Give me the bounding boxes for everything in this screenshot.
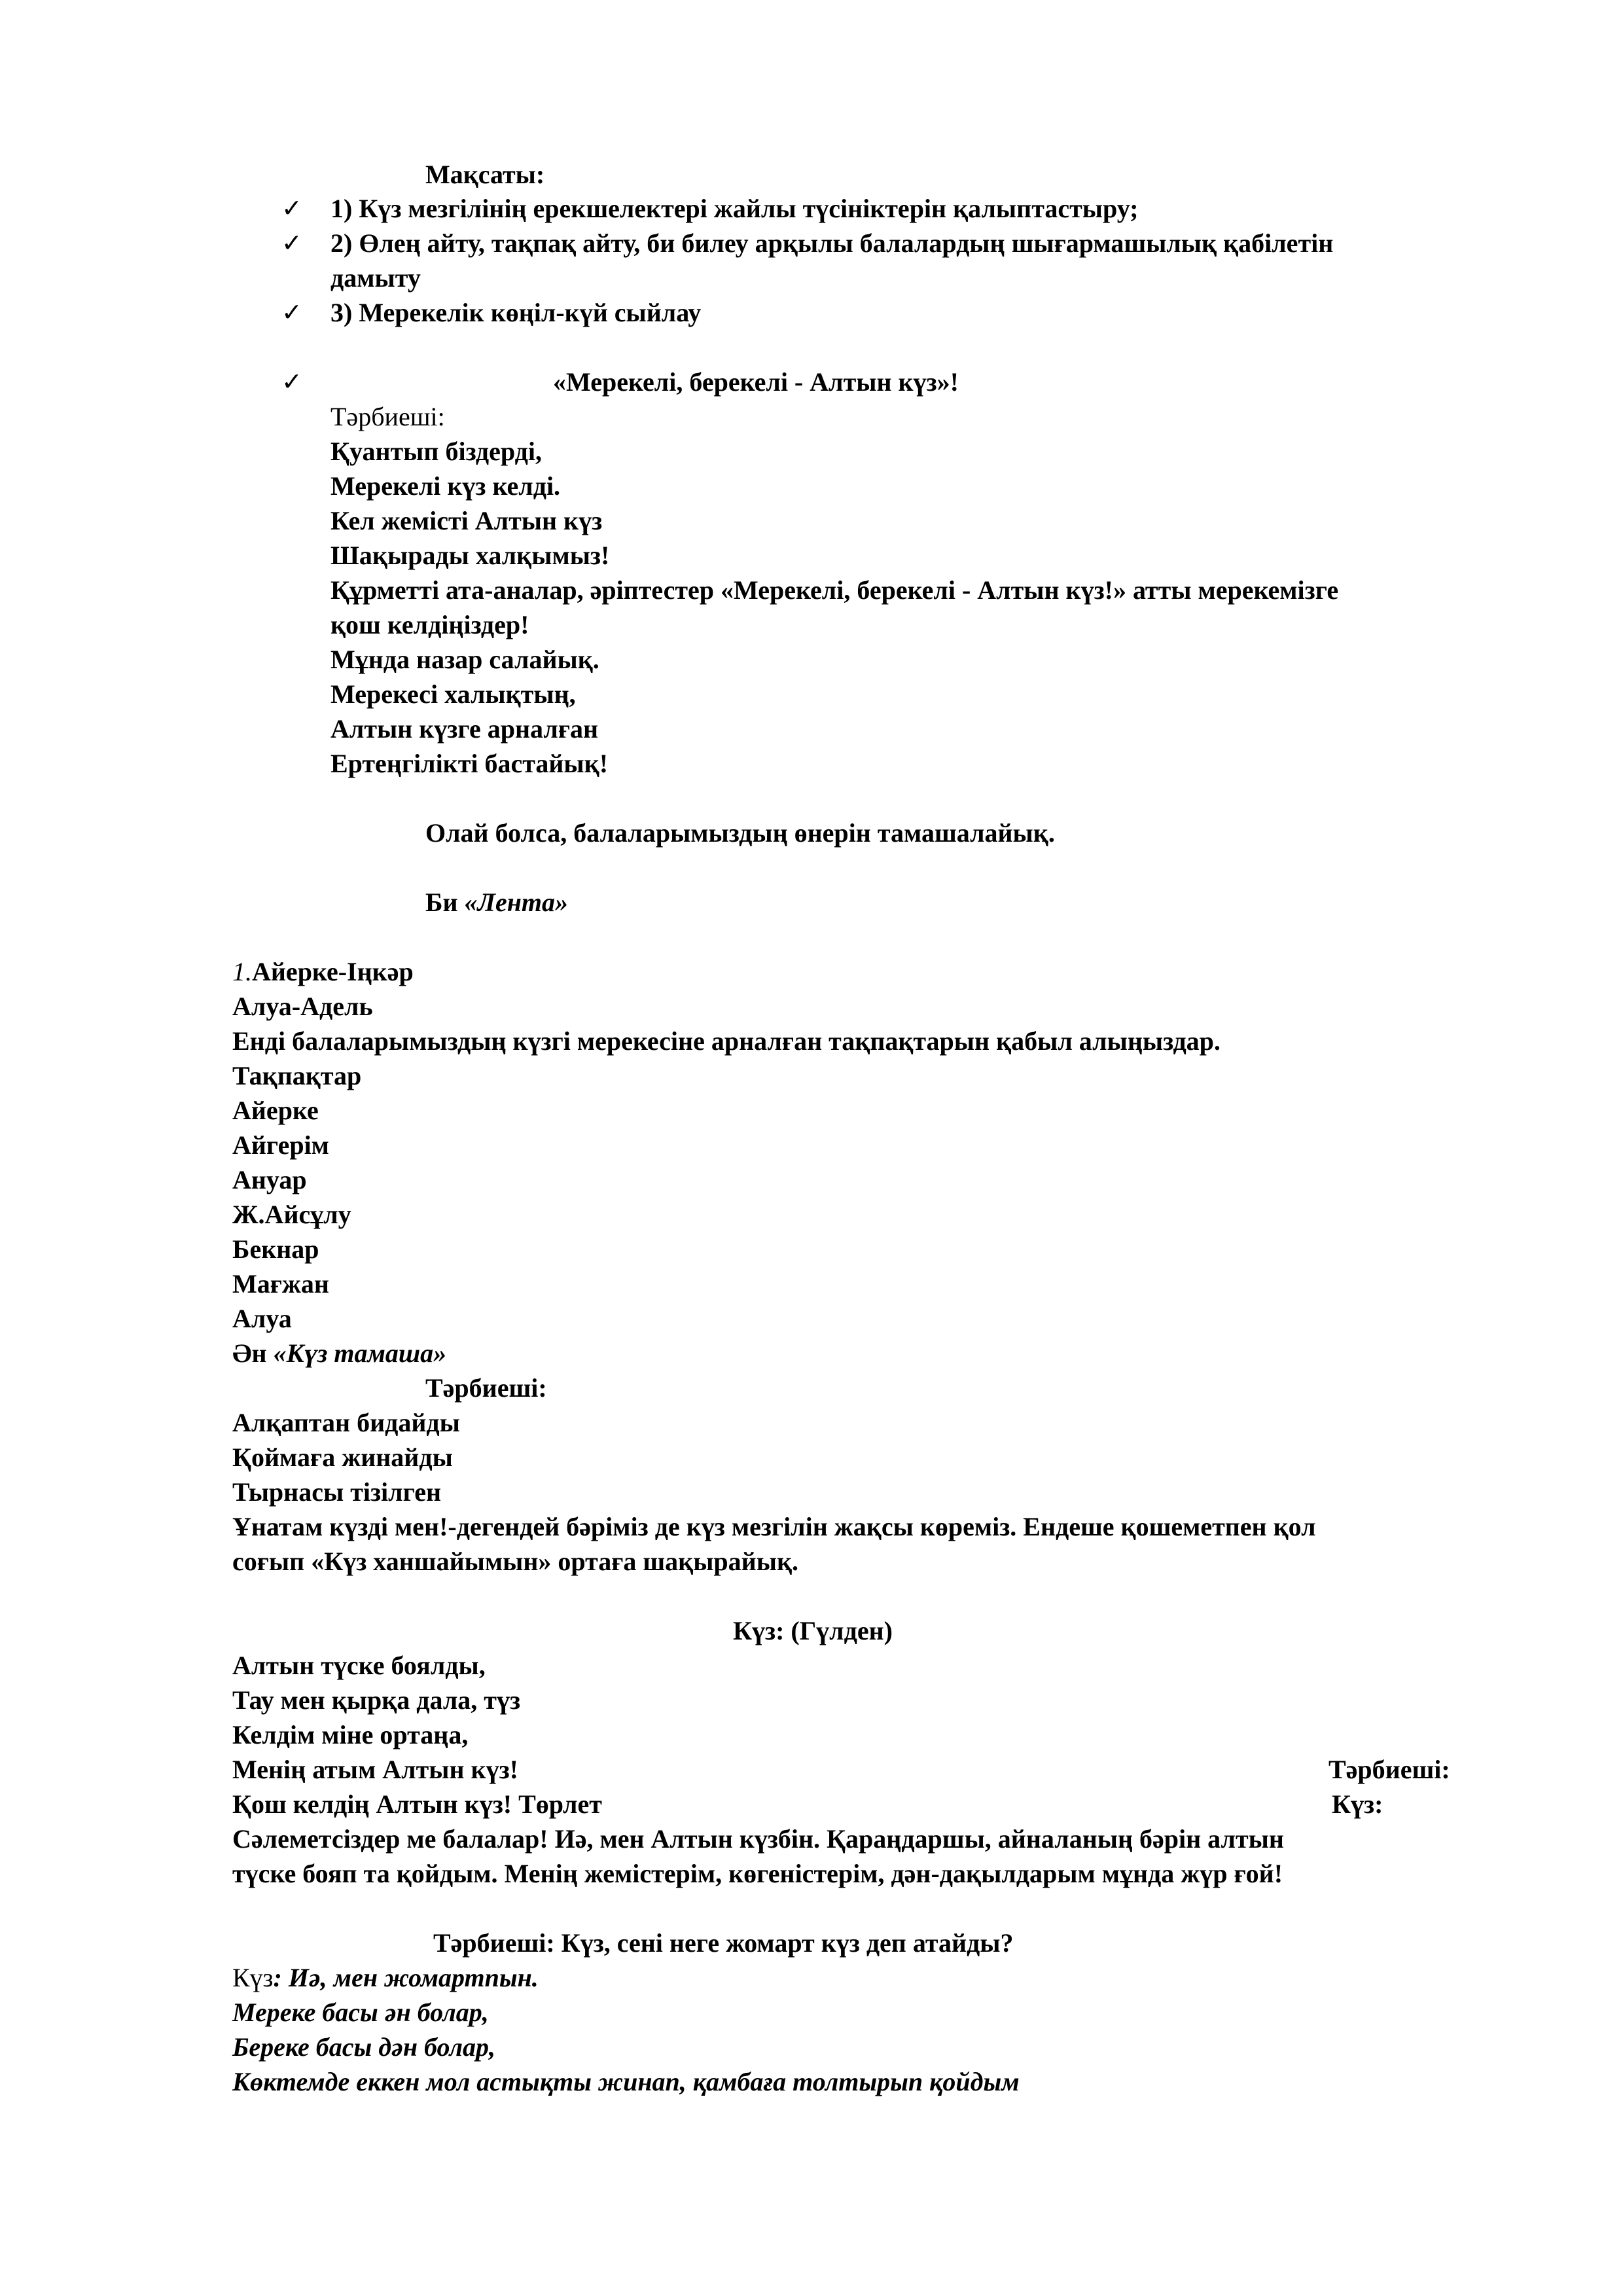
checkmark-icon: ✓ bbox=[281, 228, 302, 257]
intro-line: Мерекесі халықтың, bbox=[330, 679, 576, 709]
section1-line: Алуа bbox=[232, 1304, 292, 1333]
autumn-heading: Күз: (Гүлден) bbox=[733, 1616, 893, 1645]
song-label: Ән bbox=[232, 1338, 274, 1368]
autumn-line: Алтын түске боялды, bbox=[232, 1651, 486, 1680]
section1-number: 1. bbox=[232, 957, 252, 986]
autumn-line: Келдім міне ортаңа, bbox=[232, 1720, 469, 1749]
intro-line: Алтын күзге арналған bbox=[330, 714, 599, 744]
intro-speaker: Тәрбиеші: bbox=[330, 402, 445, 431]
answer-speaker: Күз bbox=[232, 1963, 274, 1992]
checkmark-icon: ✓ bbox=[281, 298, 302, 327]
teacher2-speaker: Тәрбиеші: bbox=[425, 1373, 547, 1403]
section1-line: Айерке-Іңкәр bbox=[252, 957, 414, 986]
intro-line: Қуантып біздерді, bbox=[330, 437, 542, 466]
answer-first-line bbox=[232, 1960, 539, 1995]
teacher2-line: соғып «Күз ханшайымын» ортаға шақырайық. bbox=[232, 1547, 798, 1576]
autumn-line: Қош келдің Алтын күз! Төрлет bbox=[232, 1789, 602, 1819]
autumn-line: Менің атым Алтын күз! bbox=[232, 1755, 518, 1784]
dance-line bbox=[425, 885, 568, 920]
intro-line: Шақырады халқымыз! bbox=[330, 541, 610, 570]
question-line: Тәрбиеші: Күз, сені неге жомарт күз деп атайды? bbox=[433, 1928, 1014, 1958]
intro-line: Ертеңгілікті бастайық! bbox=[330, 749, 609, 778]
event-title: «Мерекелі, берекелі - Алтын күз»! bbox=[553, 367, 959, 397]
section1-line: Тақпақтар bbox=[232, 1061, 362, 1090]
checkmark-icon: ✓ bbox=[281, 194, 302, 223]
teacher2-line: Қоймаға жинайды bbox=[232, 1443, 453, 1472]
goal-item-1: 1) Күз мезгілінің ерекшелектері жайлы түсініктерін қалыптастыру; bbox=[330, 194, 1139, 223]
section1-line: Мағжан bbox=[232, 1269, 329, 1299]
dance-label: Би bbox=[425, 888, 465, 917]
dance-name: «Лента» bbox=[464, 888, 569, 917]
answer-line: Мереке басы ән болар, bbox=[232, 1998, 489, 2027]
autumn-right-teacher: Тәрбиеші: bbox=[1329, 1755, 1450, 1784]
intro-line: Кел жемісті Алтын күз bbox=[330, 506, 603, 535]
answer-line: Береке басы дән болар, bbox=[232, 2032, 495, 2062]
song-line bbox=[232, 1336, 446, 1371]
intro-line: Мұнда назар салайық. bbox=[330, 645, 599, 674]
goal-item-2: 2) Өлең айту, тақпақ айту, би билеу арқылы балалардың шығармашылық қабілетін bbox=[330, 228, 1334, 258]
autumn-line: түске бояп та қойдым. Менің жемістерім, көгеністерім, дән-дақылдарым мұнда жүр ғой! bbox=[232, 1859, 1283, 1888]
answer-first: : Иә, мен жомартпын. bbox=[273, 1963, 539, 1992]
section1-line: Бекнар bbox=[232, 1234, 319, 1264]
goals-title: Мақсаты: bbox=[425, 160, 545, 189]
section1-line: Ж.Айсұлу bbox=[232, 1200, 351, 1229]
goal-item-2-continued: дамыту bbox=[330, 263, 421, 293]
intro-line: қош келдіңіздер! bbox=[330, 610, 529, 639]
goal-item-3: 3) Мерекелік көңіл-күй сыйлау bbox=[330, 298, 702, 327]
intro-line: Мерекелі күз келді. bbox=[330, 471, 561, 501]
autumn-line: Тау мен қырқа дала, түз bbox=[232, 1685, 521, 1715]
section1-line: Алуа-Адель bbox=[232, 992, 373, 1021]
section1-line: Айгерім bbox=[232, 1130, 329, 1160]
teacher2-line: Тырнасы тізілген bbox=[232, 1477, 442, 1507]
autumn-right-autumn: Күз: bbox=[1332, 1789, 1383, 1819]
invite-line: Олай болса, балаларымыздың өнерін тамашалайық. bbox=[425, 818, 1055, 848]
section1-line: Енді балаларымыздың күзгі мерекесіне арналған тақпақтарын қабыл алыңыздар. bbox=[232, 1026, 1221, 1056]
section1-first-line bbox=[232, 954, 414, 989]
answer-line: Көктемде еккен мол астықты жинап, қамбаға толтырып қойдым bbox=[232, 2067, 1020, 2096]
intro-line: Құрметті ата-аналар, әріптестер «Мерекелі, берекелі - Алтын күз!» атты мерекемізге bbox=[330, 575, 1339, 605]
teacher2-line: Ұнатам күзді мен!-дегендей бәріміз де күз мезгілін жақсы көреміз. Ендеше қошеметпен қол bbox=[232, 1512, 1316, 1541]
autumn-line: Сәлеметсіздер ме балалар! Иә, мен Алтын күзбін. Қараңдаршы, айналаның бәрін алтын bbox=[232, 1824, 1284, 1854]
teacher2-line: Алқаптан бидайды bbox=[232, 1408, 460, 1437]
section1-line: Ануар bbox=[232, 1165, 307, 1194]
checkmark-icon: ✓ bbox=[281, 367, 302, 396]
section1-line: Айерке bbox=[232, 1096, 319, 1125]
song-name: «Күз тамаша» bbox=[273, 1338, 447, 1368]
